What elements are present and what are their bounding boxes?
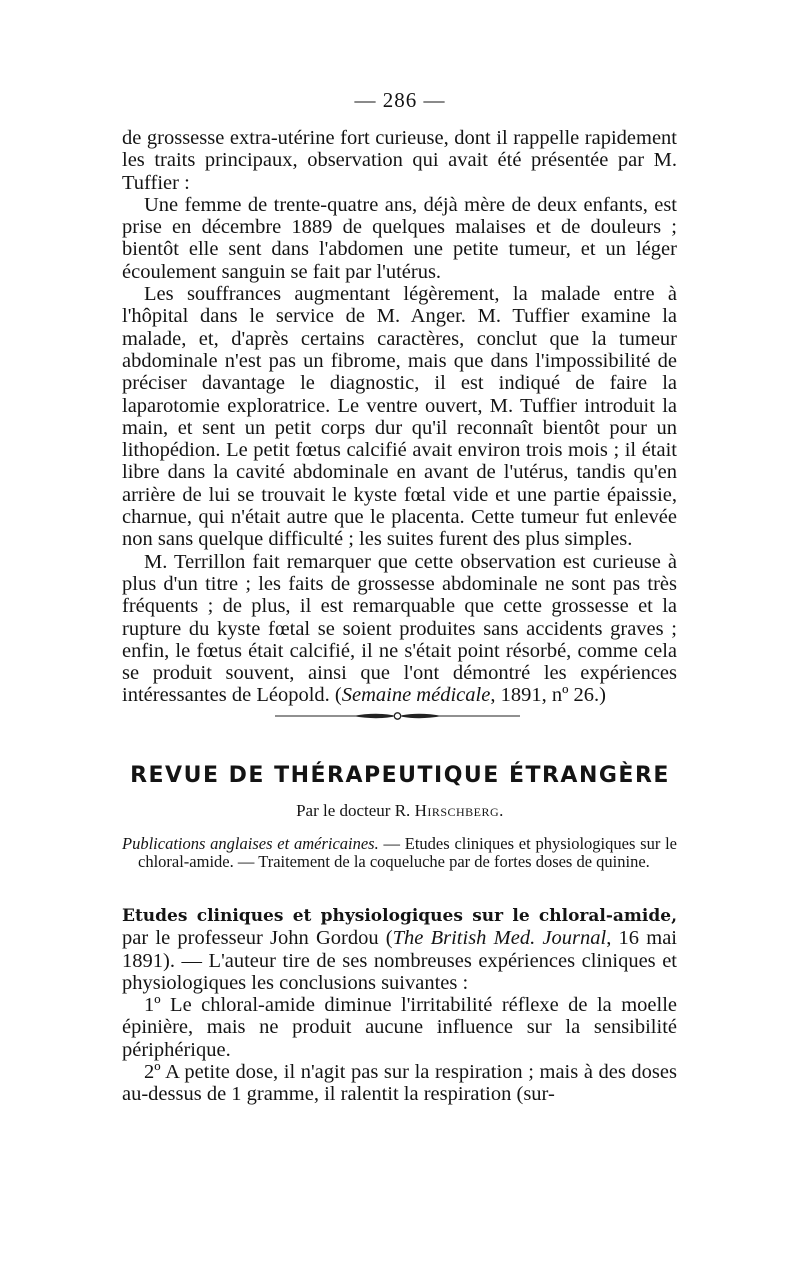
paragraph-text: , 1891, nº 26.) [490,684,606,707]
citation-journal: Semaine médicale [341,684,491,707]
list-item: 2º A petite dose, il n'agit pas sur la respiration ; mais à des doses au-dessus de 1 gramme, il ralentit la respiration (sur- [122,1061,677,1106]
article-end [122,127,677,707]
paragraph-text: par le professeur John Gordou ( [122,927,393,950]
paragraph: Une femme de trente-quatre ans, déjà mère de deux enfants, est prise en décembre 1889 de quelques malaises et de douleurs ; bientôt elle sent dans l'abdomen une petite tumeur, et un léger écoulement sanguin se fait par l'utérus. [122,193,677,283]
section-title: REVUE DE THÉRAPEUTIQUE ÉTRANGÈRE [130,763,670,788]
author-name: Hirschberg. [414,801,504,820]
summary-lead: Publications anglaises et américaines. [122,834,379,853]
page-number: — 286 — [354,88,446,112]
paragraph-text: , 16 mai 1891). — L'auteur tire de ses nombreuses expériences cliniques et physiologiques les conclusions suivantes : [122,927,677,994]
byline [0,801,800,821]
byline-prefix: Par le docteur R. [296,801,415,820]
paragraph: de grossesse extra-utérine fort curieuse, dont il rappelle rapidement les traits principaux, observation qui avait été présentée par M. Tuffier : [122,127,677,194]
ornamental-rule [275,711,520,721]
list-item: 1º Le chloral-amide diminue l'irritabilité réflexe de la moelle épinière, mais ne produit aucune influence sur la sensibilité périphérique. [122,994,677,1061]
paragraph-text: M. Terrillon fait remarquer que cette observation est curieuse à plus d'un titre ; les faits de grossesse abdominale ne sont pas très fréquents ; de plus, il est remarquable que cette grossesse et la rupture du kyste fœtal se soient produites sans accidents graves ; enfin, le fœtus était calcifié, il ne s'était point résorbé, comme cela se produit souvent, ainsi que l'ont démontré les expériences intéressantes de Léopold. ( [122,550,677,707]
paragraph: Les souffrances augmentant légèrement, la malade entre à l'hôpital dans le service de M. Anger. M. Tuffier examine la malade, et, d'après certains caractères, conclut que la tumeur abdominale n'est pas un fibrome, mais que dans l'impossibilité de préciser davantage le diagnostic, il est indiqué de faire la laparotomie exploratrice. Le ventre ouvert, M. Tuffier introduit la main, et sent un petit corps dur qu'il reconnaît bientôt pour un lithopédion. Le petit fœtus calcifié avait environ trois mois ; il était libre dans la cavité abdominale en avant de l'utérus, tandis qu'en arrière de lui se trouvait le kyste fœtal vide et une partie épaissie, charnue, qui n'était autre que le placenta. Cette tumeur fut enlevée non sans quelque difficulté ; les suites furent des plus simples. [122,283,677,551]
paragraph [122,904,677,994]
article-next [122,904,677,1106]
citation-journal: The British Med. Journal [392,927,607,950]
section-summary [122,835,677,870]
runin-heading: Etudes cliniques et physiologiques sur le chloral-amide, [122,906,677,926]
paragraph [122,551,677,707]
summary-text: — Etudes cliniques et physiologiques sur le chloral-amide. — Traitement de la coqueluche par de fortes doses de quinine. [138,834,677,871]
